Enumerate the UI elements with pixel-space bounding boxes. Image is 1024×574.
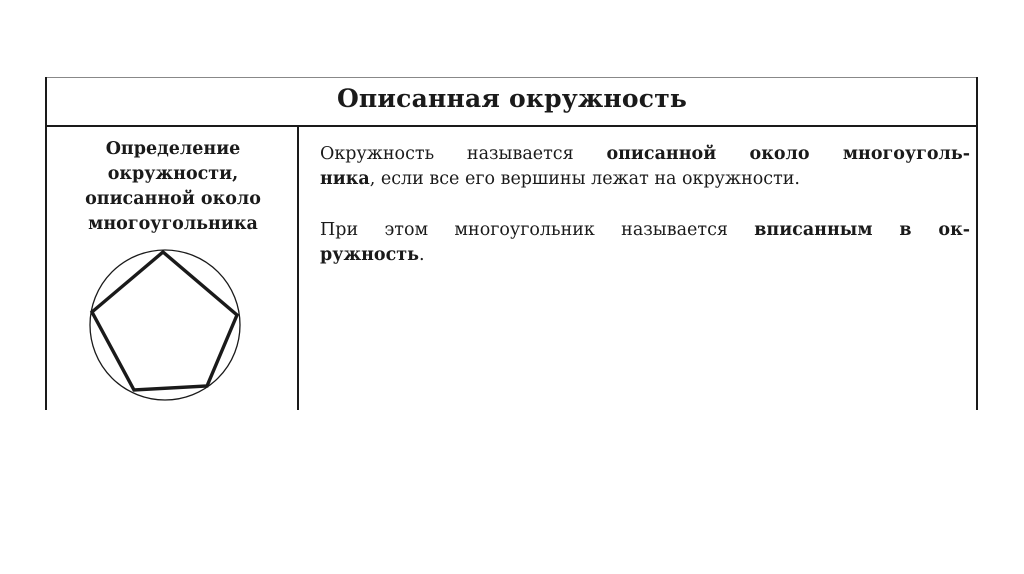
definition-heading-line: описанной около	[85, 189, 261, 209]
circumscribed-circle	[90, 250, 240, 400]
definition-line	[320, 243, 970, 268]
definition-heading-line: окружности,	[107, 164, 239, 184]
definition-heading-line: многоугольника	[88, 214, 258, 234]
bold-term: вписанным в ок-	[754, 220, 970, 240]
header-divider	[47, 125, 977, 127]
definition-paragraph-1	[320, 142, 970, 192]
table-right-border	[976, 77, 978, 410]
bold-term: ружность	[320, 245, 419, 265]
text-run: , если все его вершины лежат на окружности.	[369, 169, 800, 189]
pentagon	[92, 252, 237, 390]
definition-heading	[48, 137, 298, 237]
table-title: Описанная окружность	[336, 84, 688, 113]
definition-line	[320, 167, 970, 192]
text-run: При этом многоугольник называется	[320, 220, 755, 240]
pentagon-in-circle-diagram	[84, 244, 246, 406]
bold-term: ника	[320, 169, 370, 189]
bold-term: описанной около многоуголь-	[606, 144, 971, 164]
table-top-border	[47, 77, 977, 78]
definition-line	[320, 218, 970, 243]
inscribed-pentagon-figure	[84, 244, 246, 406]
table-left-border	[45, 77, 47, 410]
definition-paragraph-2	[320, 218, 970, 268]
text-run: .	[418, 245, 425, 265]
definition-heading-line: Определение	[105, 139, 241, 159]
text-run: Окружность называется	[320, 144, 607, 164]
definition-line	[320, 142, 970, 167]
